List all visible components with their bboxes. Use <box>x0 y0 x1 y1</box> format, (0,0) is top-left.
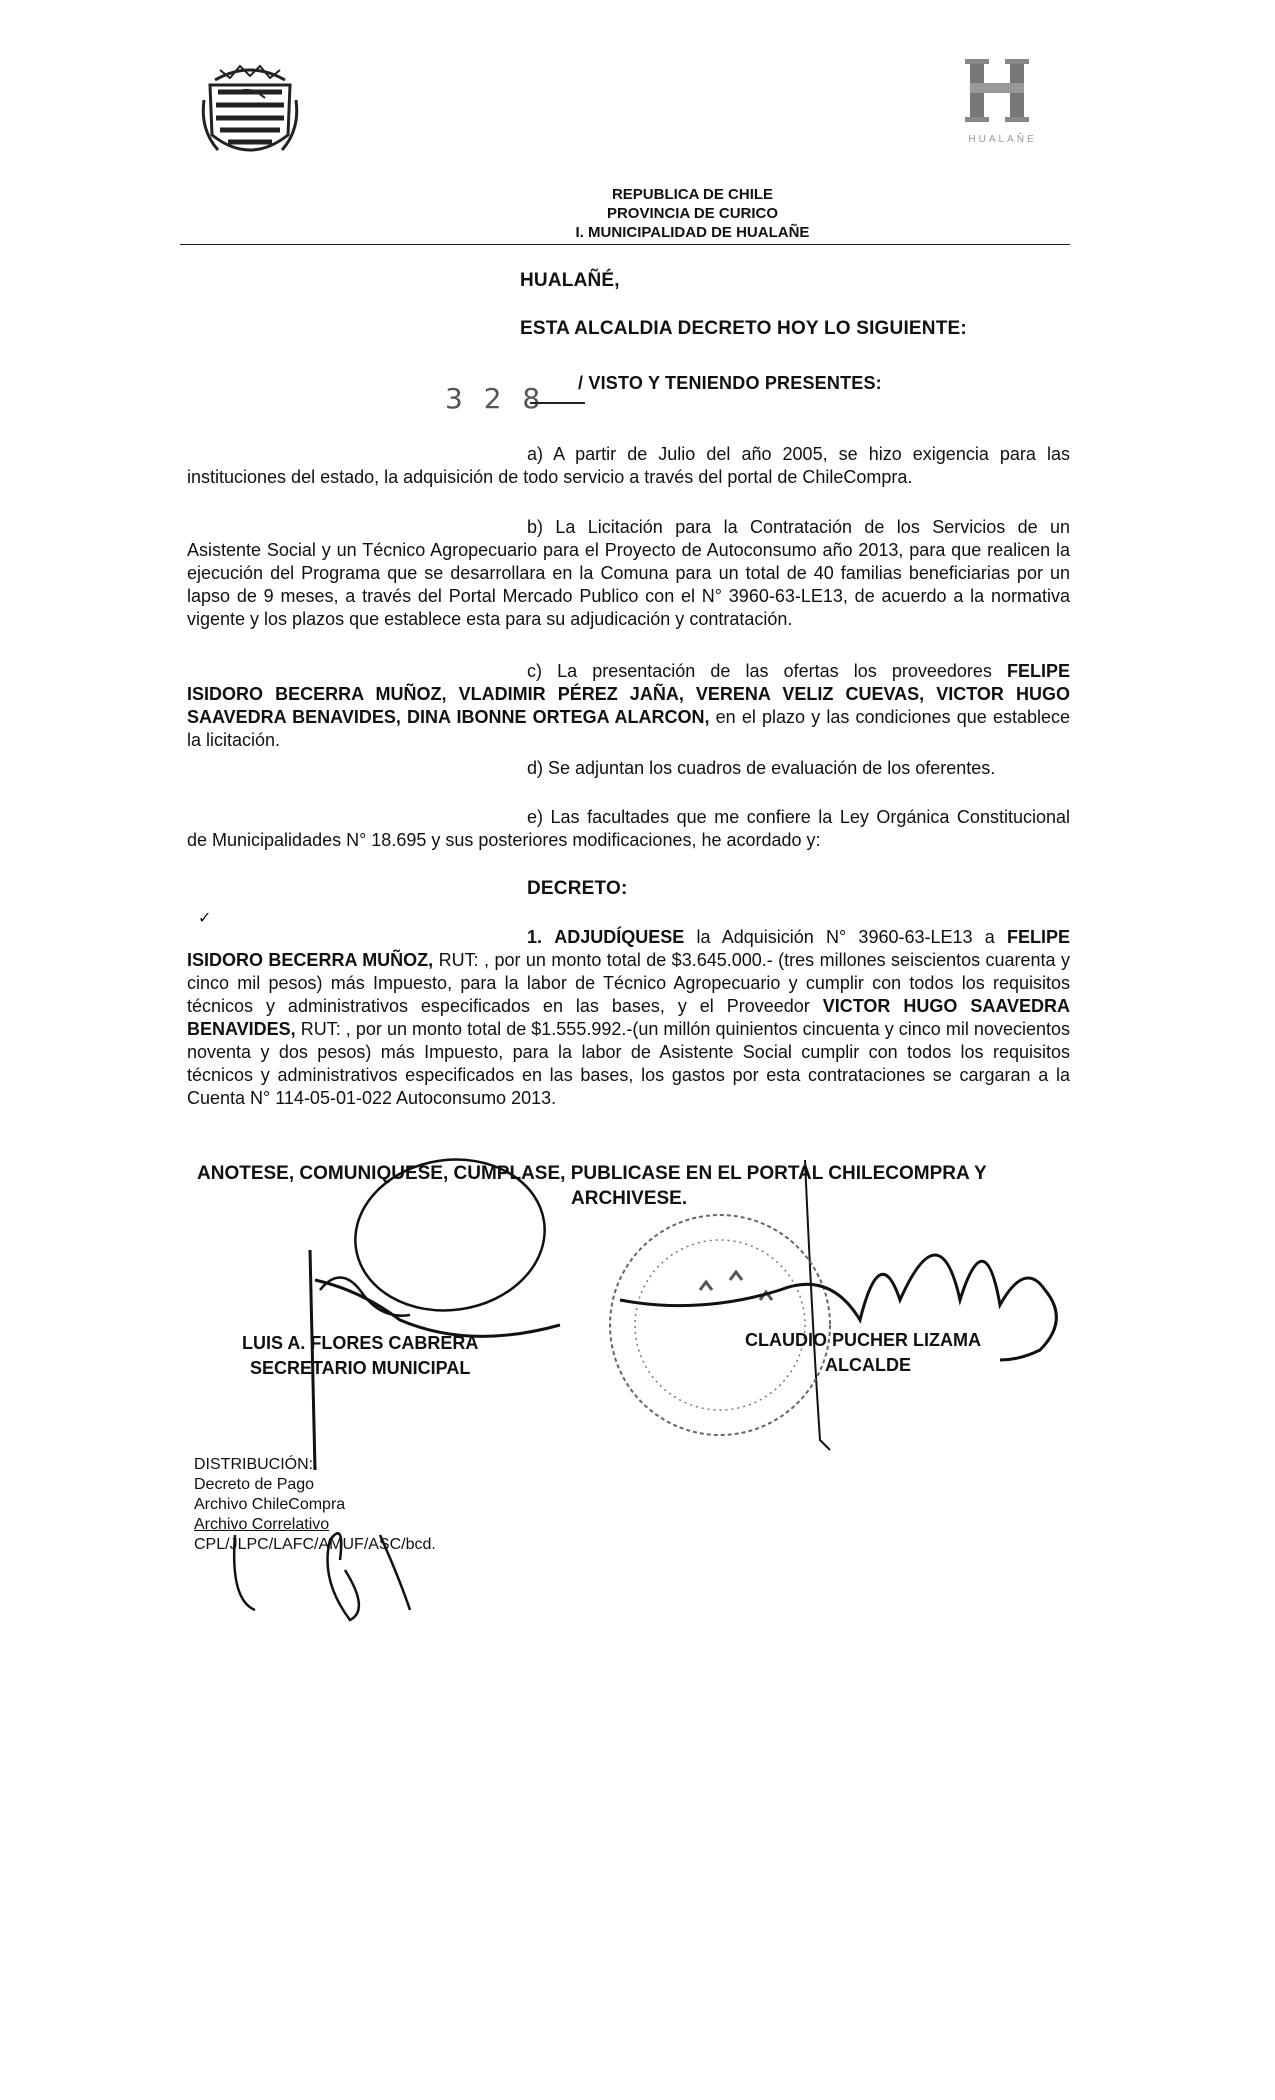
item-text-1: la Adquisición N° 3960-63-LE13 a <box>684 927 1007 947</box>
decreto-heading: DECRETO: <box>527 878 628 899</box>
intro-heading: ESTA ALCALDIA DECRETO HOY LO SIGUIENTE: <box>520 318 967 339</box>
distribution-block <box>194 1455 436 1555</box>
place-heading: HUALAÑÉ, <box>520 270 620 291</box>
paragraph-c-end: en el plazo y las condiciones que establece la licitación. <box>187 707 1070 750</box>
distribution-item: Archivo Correlativo <box>194 1516 330 1533</box>
header-province: PROVINCIA DE CURICO <box>606 205 779 222</box>
item-number: 1. <box>527 927 543 947</box>
item-provider-2: VICTOR HUGO SAAVEDRA BENAVIDES, <box>187 996 1070 1039</box>
paragraph-e-text: e) Las facultades que me confiere la Ley Orgánica Constitucional de Municipalidades N° 18.695 y sus posteriores modificaciones, he acordado y: <box>187 807 1070 850</box>
item-provider-1: FELIPE ISIDORO BECERRA MUÑOZ, <box>187 927 1070 970</box>
item-text-2: RUT: , por un monto total de $3.645.000.- (tres millones seiscientos cuarenta y cinco mil pesos) más Impuesto, para la labor de Técnico Agropecuario y cumplir con todos los requisitos técnicos y administrativos especificados en las bases, y el Proveedor <box>187 950 1070 1016</box>
secretary-name: LUIS A. FLORES CABRERA <box>242 1333 479 1353</box>
mayor-name: CLAUDIO PUCHER LIZAMA <box>745 1330 981 1350</box>
paragraph-a-text: a) A partir de Julio del año 2005, se hizo exigencia para las instituciones del estado, la adquisición de todo servicio a través del portal de ChileCompra. <box>187 444 1070 487</box>
paragraph-c-start: c) La presentación de las ofertas los proveedores <box>527 661 1007 681</box>
header-rule <box>180 244 1070 245</box>
municipal-crest-logo <box>200 60 300 170</box>
signatures-overlay <box>0 1140 1275 1700</box>
paragraph-b <box>187 516 1070 631</box>
hualane-h-logo <box>955 55 1050 150</box>
item-text-3: RUT: , por un monto total de $1.555.992.-(un millón quinientos cincuenta y cinco mil novecientos noventa y dos pesos) más Impuesto, para la labor de Asistente Social cumplir con todos los requisitos técnicos y administrativos especificados en las bases, los gastos por esta contrataciones se cargaran a la Cuenta N° 114-05-01-022 Autoconsumo 2013. <box>187 1019 1070 1108</box>
header-republic: REPUBLICA DE CHILE <box>611 186 774 203</box>
margin-check-mark: ✓ <box>198 910 212 927</box>
header-municipality: I. MUNICIPALIDAD DE HUALAÑE <box>575 224 810 241</box>
closing-line-2: ARCHIVESE. <box>571 1188 688 1209</box>
mayor-title: ALCALDE <box>825 1355 911 1375</box>
distribution-item: CPL/JLPC/LAFC/AMUF/ASC/bcd. <box>194 1536 436 1553</box>
paragraph-a <box>187 443 1070 489</box>
paragraph-e <box>187 806 1070 852</box>
item-verb: ADJUDÍQUESE <box>554 927 685 947</box>
paragraph-c <box>187 660 1070 752</box>
secretary-title: SECRETARIO MUNICIPAL <box>250 1358 471 1378</box>
decree-item-1 <box>187 926 1070 1110</box>
paragraph-b-text: b) La Licitación para la Contratación de los Servicios de un Asistente Social y un Técnico Agropecuario para el Proyecto de Autoconsumo año 2013, para que realicen la ejecución del Programa que se desarrollara en la Comuna para un total de 40 familias beneficiarias por un lapso de 9 meses, a través del Portal Mercado Publico con el N° 3960-63-LE13, de acuerdo a la normativa vigente y los plazos que establece esta para su adjudicación y contratación. <box>187 517 1070 629</box>
paragraph-c-providers: FELIPE ISIDORO BECERRA MUÑOZ, VLADIMIR PÉREZ JAÑA, VERENA VELIZ CUEVAS, VICTOR HUGO SAAVEDRA BENAVIDES, DINA IBONNE ORTEGA ALARCON, <box>187 661 1070 727</box>
distribution-heading: DISTRIBUCIÓN: <box>194 1456 314 1473</box>
distribution-item: Decreto de Pago <box>194 1476 315 1493</box>
paragraph-d <box>187 757 1070 780</box>
closing-line-1: ANOTESE, COMUNIQUESE, CUMPLASE, PUBLICASE EN EL PORTAL CHILECOMPRA Y <box>197 1163 987 1184</box>
visto-heading: / VISTO Y TENIENDO PRESENTES: <box>578 373 882 393</box>
decree-number-underline <box>530 402 585 404</box>
paragraph-d-text: d) Se adjuntan los cuadros de evaluación de los oferentes. <box>527 758 996 778</box>
distribution-item: Archivo ChileCompra <box>194 1496 346 1513</box>
logo-caption: HUALAÑE <box>968 134 1037 145</box>
decree-number: 3 2 8 <box>445 382 547 415</box>
